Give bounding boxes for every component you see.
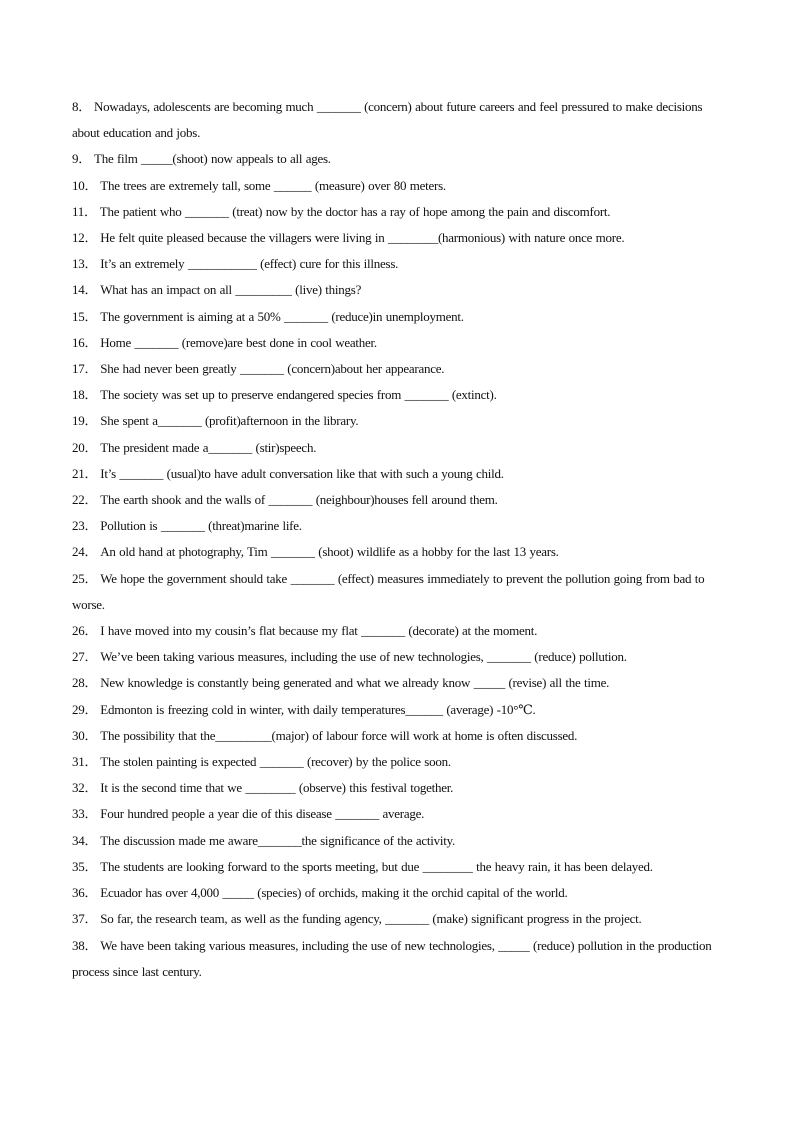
question-number: 17．	[72, 361, 98, 377]
question-text: The trees are extremely tall, some ______ (measure) over 80 meters.	[100, 177, 446, 193]
question-item	[72, 566, 722, 618]
question-text: The patient who _______ (treat) now by the doctor has a ray of hope among the pain and discomfort.	[99, 203, 611, 219]
question-item	[72, 382, 722, 408]
question-item	[72, 906, 722, 932]
question-item	[72, 408, 722, 434]
question-text: The government is aiming at a 50% _______ (reduce)in unemployment.	[100, 308, 464, 324]
question-number: 20．	[72, 439, 98, 455]
question-number: 26．	[72, 623, 98, 639]
question-item	[72, 251, 722, 277]
question-item	[72, 94, 722, 146]
question-text: Home _______ (remove)are best done in cool weather.	[100, 334, 377, 350]
question-number: 37．	[72, 911, 98, 927]
question-number: 11．	[72, 203, 97, 219]
question-text: An old hand at photography, Tim _______ (shoot) wildlife as a hobby for the last 13 years.	[100, 544, 559, 560]
question-item	[72, 225, 722, 251]
question-number: 31．	[72, 754, 98, 770]
question-number: 29．	[72, 701, 98, 717]
question-text: The earth shook and the walls of _______ (neighbour)houses fell around them.	[100, 492, 498, 508]
question-item	[72, 199, 722, 225]
question-list	[72, 94, 722, 985]
question-item	[72, 801, 722, 827]
question-number: 14．	[72, 282, 98, 298]
question-text: New knowledge is constantly being generated and what we already know _____ (revise) all the time.	[100, 675, 610, 691]
question-number: 12．	[72, 230, 98, 246]
question-item	[72, 539, 722, 565]
question-number: 13．	[72, 256, 98, 272]
question-item	[72, 933, 722, 985]
question-number: 25．	[72, 570, 98, 586]
question-item	[72, 356, 722, 382]
question-text: She had never been greatly _______ (concern)about her appearance.	[100, 361, 445, 377]
question-number: 38．	[72, 937, 98, 953]
question-number: 36．	[72, 885, 98, 901]
question-item	[72, 880, 722, 906]
question-number: 24．	[72, 544, 98, 560]
question-text: We’ve been taking various measures, including the use of new technologies, _______ (reduce) pollution.	[100, 649, 627, 665]
question-number: 34．	[72, 832, 98, 848]
question-item	[72, 644, 722, 670]
question-number: 28．	[72, 675, 98, 691]
question-text: The students are looking forward to the sports meeting, but due ________ the heavy rain, it has been delayed.	[100, 858, 653, 874]
question-number: 9．	[72, 151, 92, 167]
question-number: 35．	[72, 858, 98, 874]
question-text: The film _____(shoot) now appeals to all ages.	[94, 151, 331, 167]
question-text: The society was set up to preserve endangered species from _______ (extinct).	[100, 387, 497, 403]
question-item	[72, 618, 722, 644]
question-text: Four hundred people a year die of this disease _______ average.	[100, 806, 425, 822]
question-item	[72, 697, 722, 723]
question-text: It’s an extremely ___________ (effect) cure for this illness.	[100, 256, 399, 272]
question-item	[72, 435, 722, 461]
question-text: Nowadays, adolescents are becoming much _______ (concern) about future careers and feel pressured to make decisions about education and jobs.	[72, 99, 703, 141]
question-number: 19．	[72, 413, 98, 429]
question-text: We hope the government should take _______ (effect) measures immediately to prevent the pollution going from bad to worse.	[72, 570, 705, 612]
question-number: 16．	[72, 334, 98, 350]
question-number: 15．	[72, 308, 98, 324]
question-number: 10．	[72, 177, 98, 193]
question-text: What has an impact on all _________ (live) things?	[100, 282, 362, 298]
question-item	[72, 670, 722, 696]
question-text: The stolen painting is expected _______ (recover) by the police soon.	[100, 754, 451, 770]
question-number: 30．	[72, 727, 98, 743]
question-item	[72, 775, 722, 801]
question-item	[72, 461, 722, 487]
question-text: Edmonton is freezing cold in winter, with daily temperatures______ (average) -10°℃.	[100, 701, 536, 717]
question-text: It is the second time that we ________ (observe) this festival together.	[100, 780, 454, 796]
question-number: 33．	[72, 806, 98, 822]
question-text: The president made a_______ (stir)speech.	[100, 439, 317, 455]
question-text: It’s _______ (usual)to have adult conversation like that with such a young child.	[100, 465, 504, 481]
question-text: I have moved into my cousin’s flat because my flat _______ (decorate) at the moment.	[100, 623, 538, 639]
question-text: The discussion made me aware_______the significance of the activity.	[100, 832, 455, 848]
question-number: 18．	[72, 387, 98, 403]
question-number: 22．	[72, 492, 98, 508]
question-item	[72, 828, 722, 854]
question-item	[72, 723, 722, 749]
question-text: Pollution is _______ (threat)marine life.	[100, 518, 302, 534]
question-item	[72, 487, 722, 513]
question-item	[72, 749, 722, 775]
question-number: 21．	[72, 465, 98, 481]
question-number: 8．	[72, 99, 92, 114]
question-number: 27．	[72, 649, 98, 665]
question-item	[72, 330, 722, 356]
question-item	[72, 173, 722, 199]
question-item	[72, 513, 722, 539]
question-item	[72, 854, 722, 880]
question-text: So far, the research team, as well as the funding agency, _______ (make) significant progress in the project.	[100, 911, 642, 927]
question-text: He felt quite pleased because the villagers were living in ________(harmonious) with nature once more.	[100, 230, 625, 246]
question-number: 32．	[72, 780, 98, 796]
question-item	[72, 304, 722, 330]
question-text: She spent a_______ (profit)afternoon in the library.	[100, 413, 359, 429]
question-text: Ecuador has over 4,000 _____ (species) of orchids, making it the orchid capital of the world.	[100, 885, 568, 901]
question-text: The possibility that the_________(major) of labour force will work at home is often discussed.	[100, 727, 578, 743]
question-text: We have been taking various measures, including the use of new technologies, _____ (reduce) pollution in the production process since last century.	[72, 937, 712, 979]
question-item	[72, 146, 722, 172]
question-item	[72, 277, 722, 303]
question-number: 23．	[72, 518, 98, 534]
